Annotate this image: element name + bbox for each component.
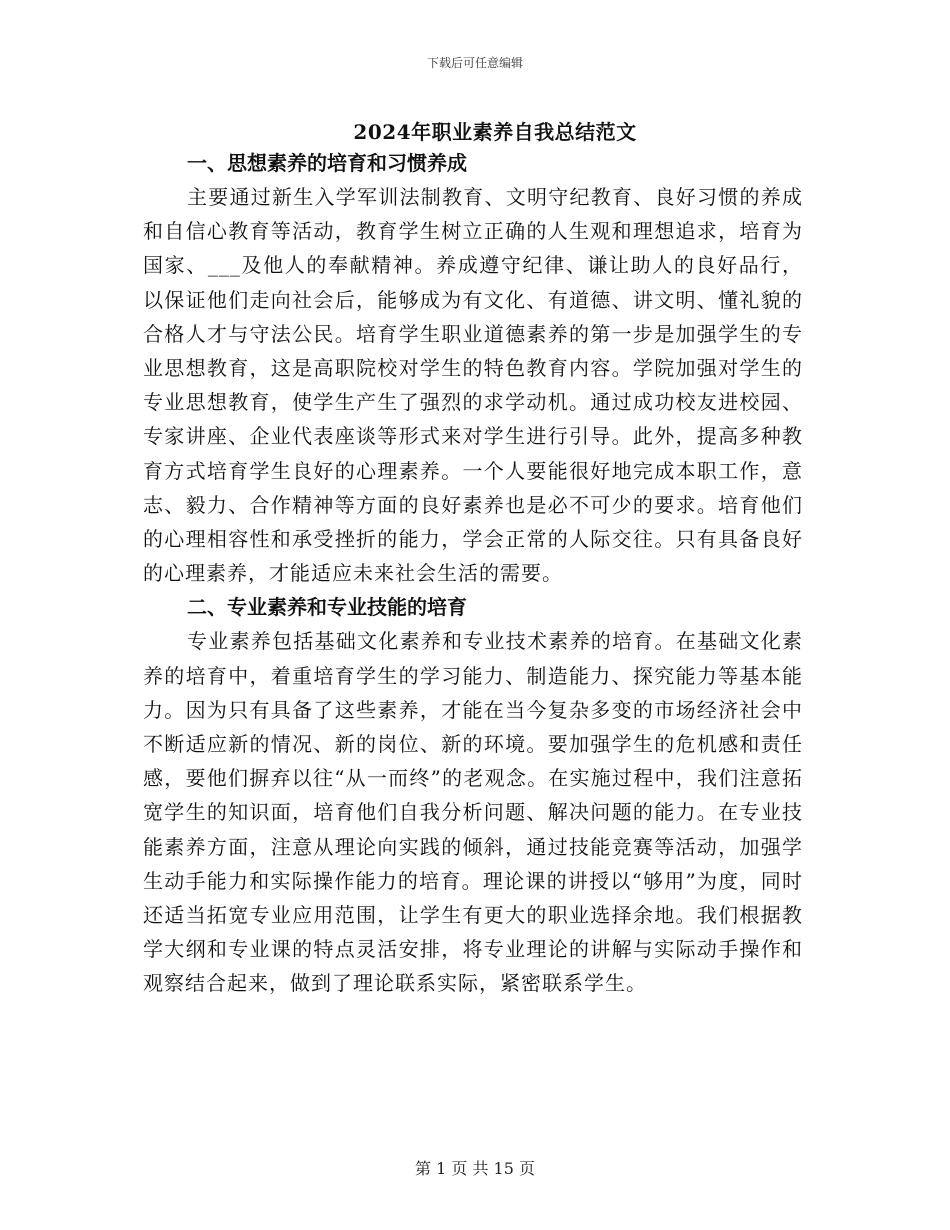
document-title: 2024年职业素养自我总结范文: [353, 120, 637, 144]
section-heading-1: 一、思想素养的培育和习惯养成: [187, 151, 467, 175]
document-body: [143, 146, 803, 1001]
page-header-note: 下载后可任意编辑: [426, 56, 523, 70]
section-paragraph-2: 专业素养包括基础文化素养和专业技术素养的培育。在基础文化素养的培育中，着重培育学生的学习能力、制造能力、探究能力等基本能力。因为只有具备了这些素养，才能在当今复杂多变的市场经济社会中不断适应新的情况、新的岗位、新的环境。要加强学生的危机感和责任感，要他们摒弃以往“从一而终”的老观念。在实施过程中，我们注意拓宽学生的知识面，培育他们自我分析问题、解决问题的能力。在专业技能素养方面，注意从理论向实践的倾斜，通过技能竞赛等活动，加强学生动手能力和实际操作能力的培育。理论课的讲授以“够用”为度，同时还适当拓宽专业应用范围，让学生有更大的职业选择余地。我们根据教学大纲和专业课的特点灵活安排，将专业理论的讲解与实际动手操作和观察结合起来，做到了理论联系实际，紧密联系学生。: [143, 629, 803, 996]
section-heading-2: 二、专业素养和专业技能的培育: [187, 595, 467, 620]
section-paragraph-1: 主要通过新生入学军训法制教育、文明守纪教育、良好习惯的养成和自信心教育等活动，教育学生树立正确的人生观和理想追求，培育为国家、___及他人的奉献精神。养成遵守纪律、谦让助人的良好品行，以保证他们走向社会后，能够成为有文化、有道德、讲文明、懂礼貌的合格人才与守法公民。培育学生职业道德素养的第一步是加强学生的专业思想教育，这是高职院校对学生的特色教育内容。学院加强对学生的专业思想教育，使学生产生了强烈的求学动机。通过成功校友进校园、专家讲座、企业代表座谈等形式来对学生进行引导。此外，提高多种教育方式培育学生良好的心理素养。一个人要能很好地完成本职工作，意志、毅力、合作精神等方面的良好素养也是必不可少的要求。培育他们的心理相容性和承受挫折的能力，学会正常的人际交往。只有具备良好的心理素养，才能适应未来社会生活的需要。: [143, 185, 803, 586]
page-number-footer: 第 1 页 共 15 页: [415, 1159, 535, 1178]
